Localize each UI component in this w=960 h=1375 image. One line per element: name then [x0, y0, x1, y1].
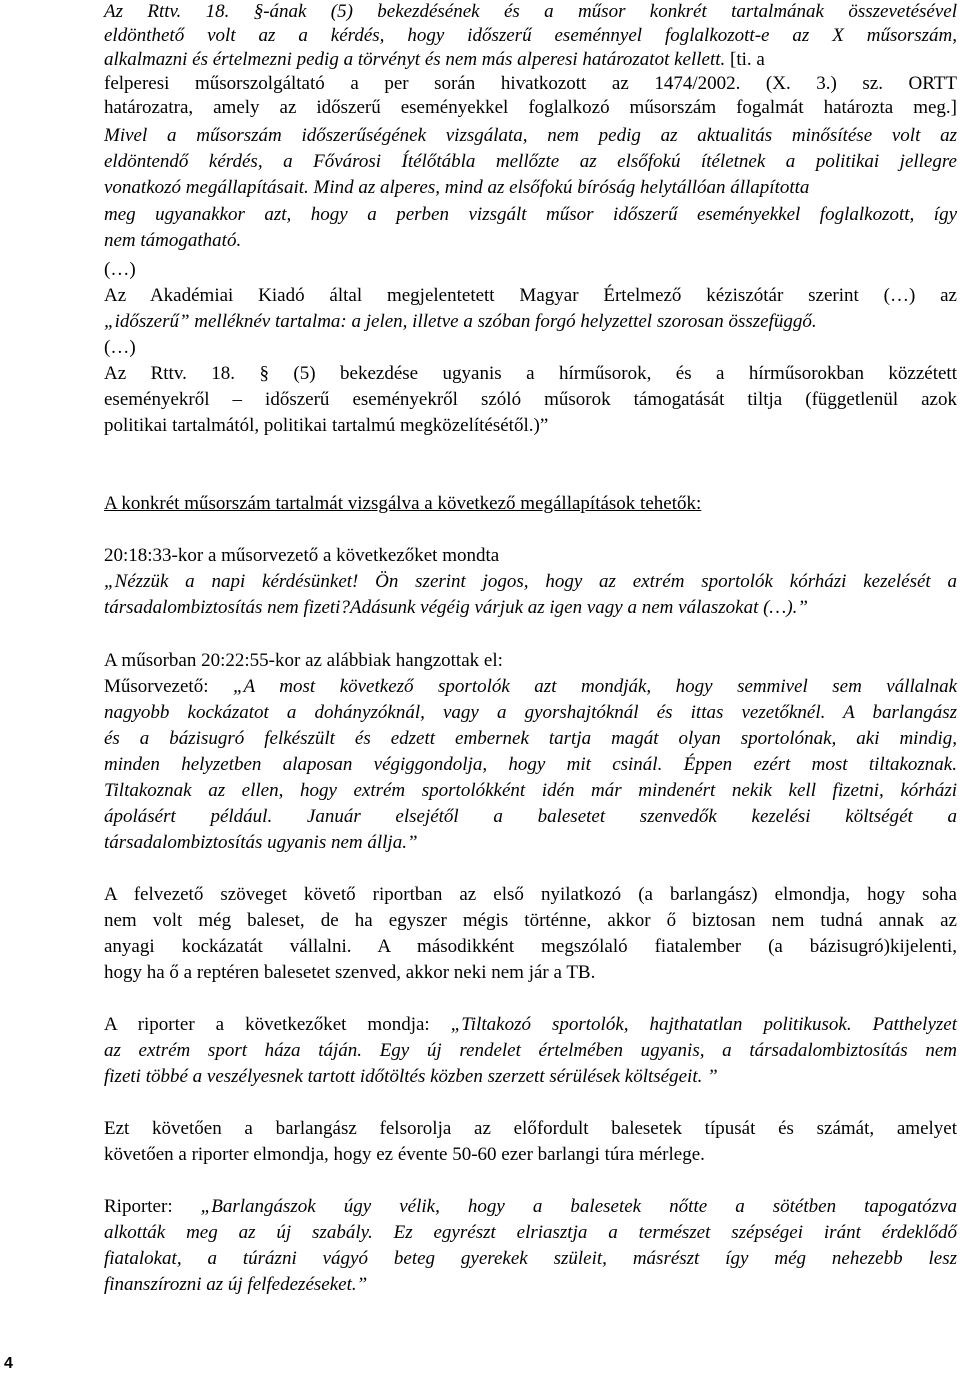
page-number: 4: [4, 1355, 13, 1372]
text-line: ápolásért például. Január elsejétől a balesetet szenvedők kezelési költségét a: [104, 806, 957, 827]
text-line: Az Rttv. 18. § (5) bekezdése ugyanis a hírműsorok, és a hírműsorokban közzétett: [104, 363, 957, 384]
text-line: [104, 176, 809, 200]
text-line: minden helyzetben alaposan végiggondolja, hogy mit csinál. Éppen ezért most tiltakoznak.: [104, 754, 957, 775]
text-line: meg ugyanakkor azt, hogy a perben vizsgált műsor időszerű eseményekkel foglalkozott, így: [104, 204, 957, 225]
text-line: (…): [104, 337, 136, 358]
text-line: fizeti többé a veszélyesnek tartott időtöltés közben szerzett sérülések költségeit. ”: [104, 1066, 718, 1087]
text-line: „Nézzük a napi kérdésünket! Ön szerint jogos, hogy az extrém sportolók kórházi kezelését a: [104, 571, 957, 592]
text-line: finanszírozni az új felfedezéseket.”: [104, 1274, 368, 1295]
text-line: nagyobb kockázatot a dohányzóknál, vagy a gyorshajtóknál és ittas vezetőknél. A barlangász: [104, 702, 957, 723]
text-segment: vonatkozó megállapításait.: [104, 177, 309, 198]
text-line: A műsorban 20:22:55-kor az alábbiak hangzottak el:: [104, 650, 503, 671]
text-line: felperesi műsorszolgáltató a per során hivatkozott az 1474/2002. (X. 3.) sz. ORTT: [104, 73, 957, 94]
text-line: nem támogatható.: [104, 230, 242, 251]
text-segment: Műsorvezető:: [104, 676, 209, 697]
text-line: 20:18:33-kor a műsorvezető a következőket mondta: [104, 545, 500, 566]
text-segment: „Barlangászok úgy vélik, hogy a balesetek nőtte a sötétben tapogatózva: [200, 1196, 957, 1217]
text-line: Ezt követően a barlangász felsorolja az előfordult balesetek típusát és számát, amelyet: [104, 1118, 957, 1139]
text-line: követően a riporter elmondja, hogy ez évente 50-60 ezer barlangi túra mérlege.: [104, 1144, 705, 1165]
text-line: határozatra, amely az időszerű eseményekkel foglalkozó műsorszám fogalmát határozta meg.]: [104, 97, 957, 118]
text-line: [104, 1013, 957, 1037]
text-segment: alkalmazni és értelmezni pedig a törvényt és nem más alperesi határozatot kellett.: [104, 49, 726, 70]
text-line: alkották meg az új szabály. Ez egyrészt elriasztja a természet szépségei iránt érdeklődő: [104, 1222, 957, 1243]
text-line: hogy ha ő a reptéren balesetet szenved, akkor neki nem jár a TB.: [104, 962, 596, 983]
text-line: az extrém sport háza táján. Egy új rendelet értelmében ugyanis, a társadalombiztosítás nem: [104, 1040, 957, 1061]
text-line: Tiltakoznak az ellen, hogy extrém sportolókként idén már mindenért nekik kell fizetni, kórházi: [104, 780, 957, 801]
text-line: társadalombiztosítás ugyanis nem állja.”: [104, 832, 418, 853]
text-line: politikai tartalmától, politikai tartalmú megközelítésétől.)”: [104, 415, 549, 436]
text-segment: A riporter a következőket mondja:: [104, 1014, 430, 1035]
text-line: „időszerű” melléknév tartalma: a jelen, illetve a szóban forgó helyzettel szorosan összefüggő.: [104, 311, 817, 332]
text-segment: Riporter:: [104, 1196, 173, 1217]
text-segment: [ti. a: [730, 49, 765, 70]
text-line: anyagi kockázatát vállalni. A másodikként megszólaló fiatalember (a bázisugró)kijelenti,: [104, 936, 957, 957]
text-line: (…): [104, 259, 136, 280]
text-line: Mivel a műsorszám időszerűségének vizsgálata, nem pedig az aktualitás minősítése volt az: [104, 125, 957, 146]
text-segment: Mind az alperes, mind az elsőfokú bíróság helytállóan állapította: [313, 177, 810, 198]
text-segment: „A most következő sportolók azt mondják, hogy semmivel sem vállalnak: [232, 676, 958, 697]
text-line: [104, 48, 765, 72]
text-segment: „Tiltakozó sportolók, hajthatatlan politikusok. Patthelyzet: [450, 1014, 957, 1035]
text-line: Az Akadémiai Kiadó által megjelentetett Magyar Értelmező kéziszótár szerint (…) az: [104, 285, 957, 306]
text-line: nem volt még baleset, de ha egyszer mégis történne, akkor ő biztosan nem tudná annak az: [104, 910, 957, 931]
text-line: társadalombiztosítás nem fizeti?Adásunk végéig várjuk az igen vagy a nem válaszokat (…).”: [104, 597, 808, 618]
text-line: fiatalokat, a túrázni vágyó beteg gyerekek szüleit, másrészt így még nehezebb lesz: [104, 1248, 957, 1269]
text-line: és a bázisugró felkészült és edzett embernek tartja magát olyan sportolónak, aki mindig,: [104, 728, 957, 749]
text-line: A felvezető szöveget követő riportban az első nyilatkozó (a barlangász) elmondja, hogy soha: [104, 884, 957, 905]
text-line: eseményekről – időszerű eseményekről szóló műsorok támogatását tiltja (függetlenül azok: [104, 389, 957, 410]
text-line: Az Rttv. 18. §-ának (5) bekezdésének és a műsor konkrét tartalmának összevetésével: [104, 1, 957, 22]
text-line: [104, 675, 957, 699]
text-line: [104, 1195, 957, 1219]
text-line: eldönthető volt az a kérdés, hogy időszerű eseménnyel foglalkozott-e az X műsorszám,: [104, 25, 957, 46]
section-heading: A konkrét műsorszám tartalmát vizsgálva a következő megállapítások tehetők:: [104, 493, 702, 514]
text-line: eldöntendő kérdés, a Fővárosi Ítélőtábla mellőzte az elsőfokú ítéletnek a politikai jellegre: [104, 151, 957, 172]
